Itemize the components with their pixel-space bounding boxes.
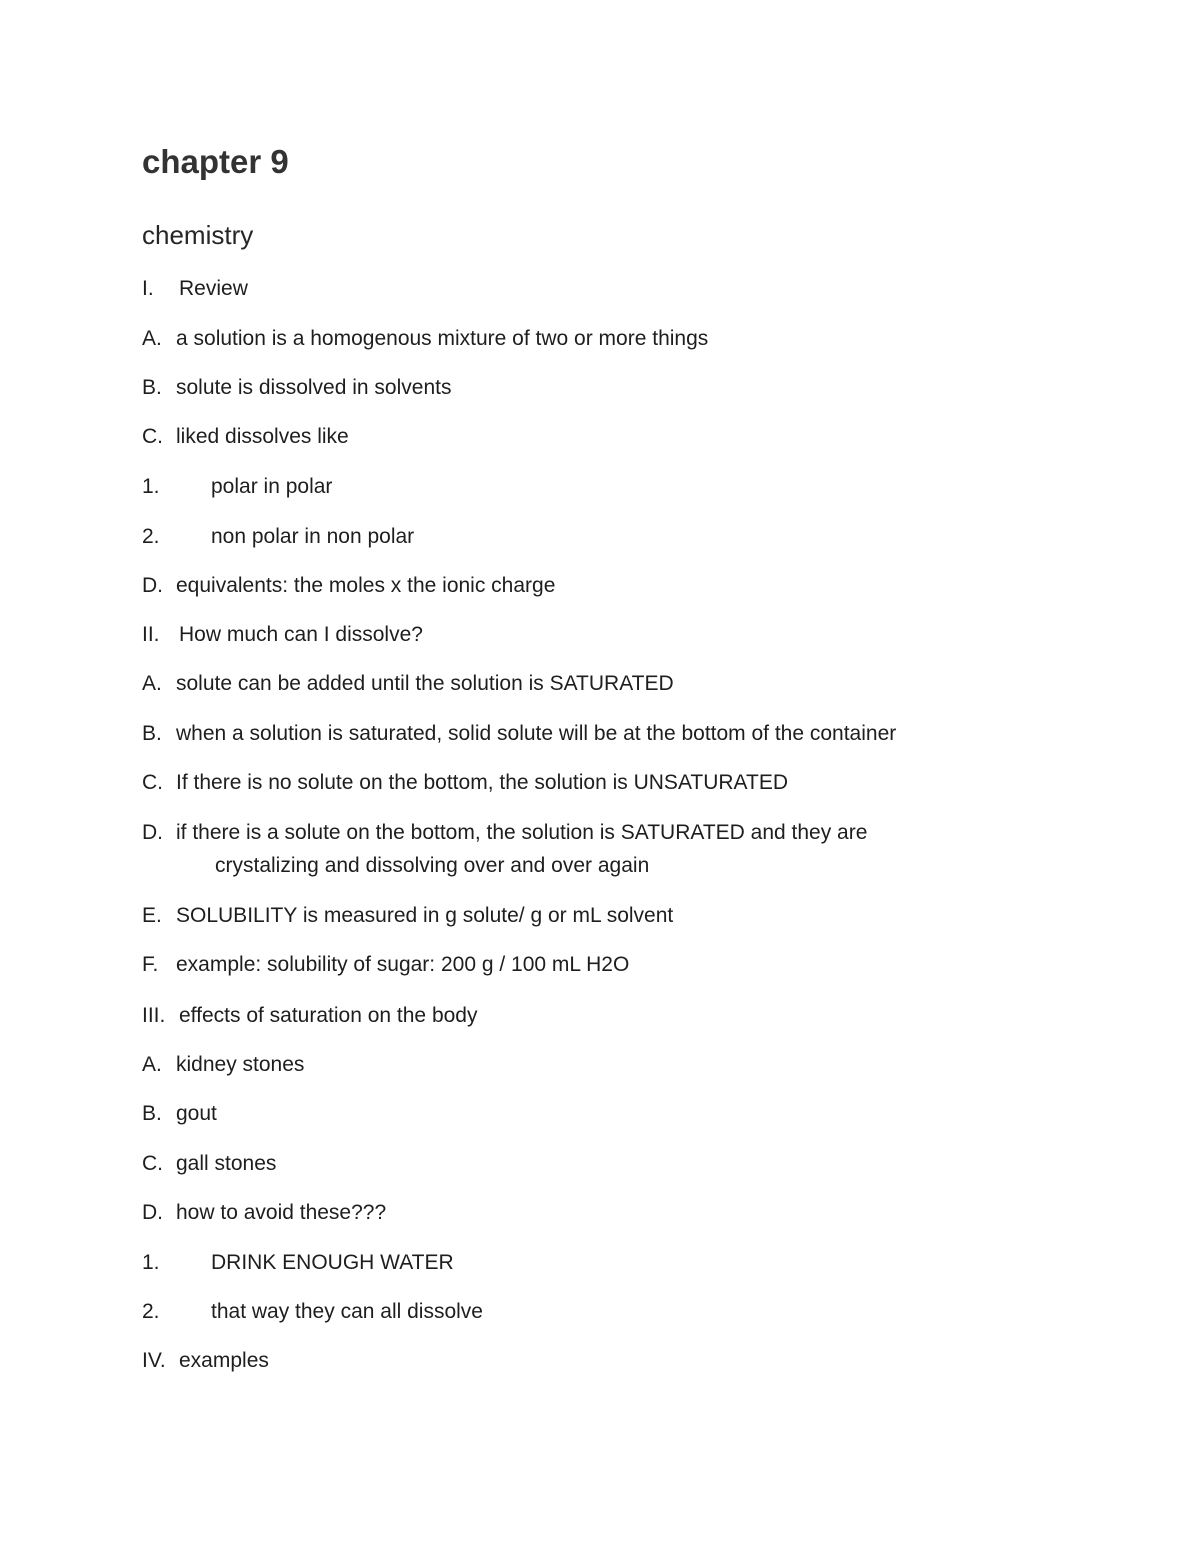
outline-marker: B. [142,722,162,745]
page-title: chapter 9 [142,143,289,180]
outline-marker: C. [142,425,163,448]
outline-text: example: solubility of sugar: 200 g / 100 mL H2O [176,953,630,976]
outline-text: if there is a solute on the bottom, the solution is SATURATED and they are [176,821,868,844]
outline-marker: C. [142,1152,163,1175]
outline-marker: 1. [142,475,160,498]
outline-marker: 2. [142,1300,160,1323]
outline-marker: C. [142,771,163,794]
outline-text: a solution is a homogenous mixture of two or more things [176,327,709,350]
outline-text: gout [176,1102,217,1125]
outline-marker: B. [142,376,162,399]
outline-text: that way they can all dissolve [211,1300,483,1323]
outline-marker: D. [142,574,163,597]
outline-text: effects of saturation on the body [179,1004,478,1027]
outline-text: polar in polar [211,475,333,498]
outline-marker: II. [142,623,160,646]
outline-text: If there is no solute on the bottom, the solution is UNSATURATED [176,771,788,794]
outline-text: How much can I dissolve? [179,623,423,646]
outline-text: SOLUBILITY is measured in g solute/ g or mL solvent [176,904,674,927]
outline-marker: IV. [142,1349,166,1372]
outline-text: solute is dissolved in solvents [176,376,452,399]
outline-text: non polar in non polar [211,525,415,548]
outline-marker: III. [142,1004,166,1027]
page-subtitle: chemistry [142,220,254,250]
outline-marker: A. [142,672,162,695]
outline-text: how to avoid these??? [176,1201,387,1224]
outline-text: liked dissolves like [176,425,349,448]
outline-text: solute can be added until the solution is SATURATED [176,672,674,695]
outline-marker: B. [142,1102,162,1125]
outline-marker: 2. [142,525,160,548]
outline-marker: A. [142,327,162,350]
outline-text: DRINK ENOUGH WATER [211,1251,454,1274]
outline-marker: 1. [142,1251,160,1274]
outline-marker: A. [142,1053,162,1076]
outline-marker: D. [142,1201,163,1224]
outline-marker: E. [142,904,162,927]
outline-text: kidney stones [176,1053,305,1076]
outline-marker: F. [142,953,159,976]
outline-text: gall stones [176,1152,277,1175]
outline-text: examples [179,1349,269,1372]
outline-text: when a solution is saturated, solid solute will be at the bottom of the container [176,722,897,745]
outline-marker: I. [142,277,154,300]
outline-continuation: crystalizing and dissolving over and over again [215,854,650,877]
outline-text: equivalents: the moles x the ionic charge [176,574,556,597]
outline-text: Review [179,277,248,300]
outline-marker: D. [142,821,163,844]
